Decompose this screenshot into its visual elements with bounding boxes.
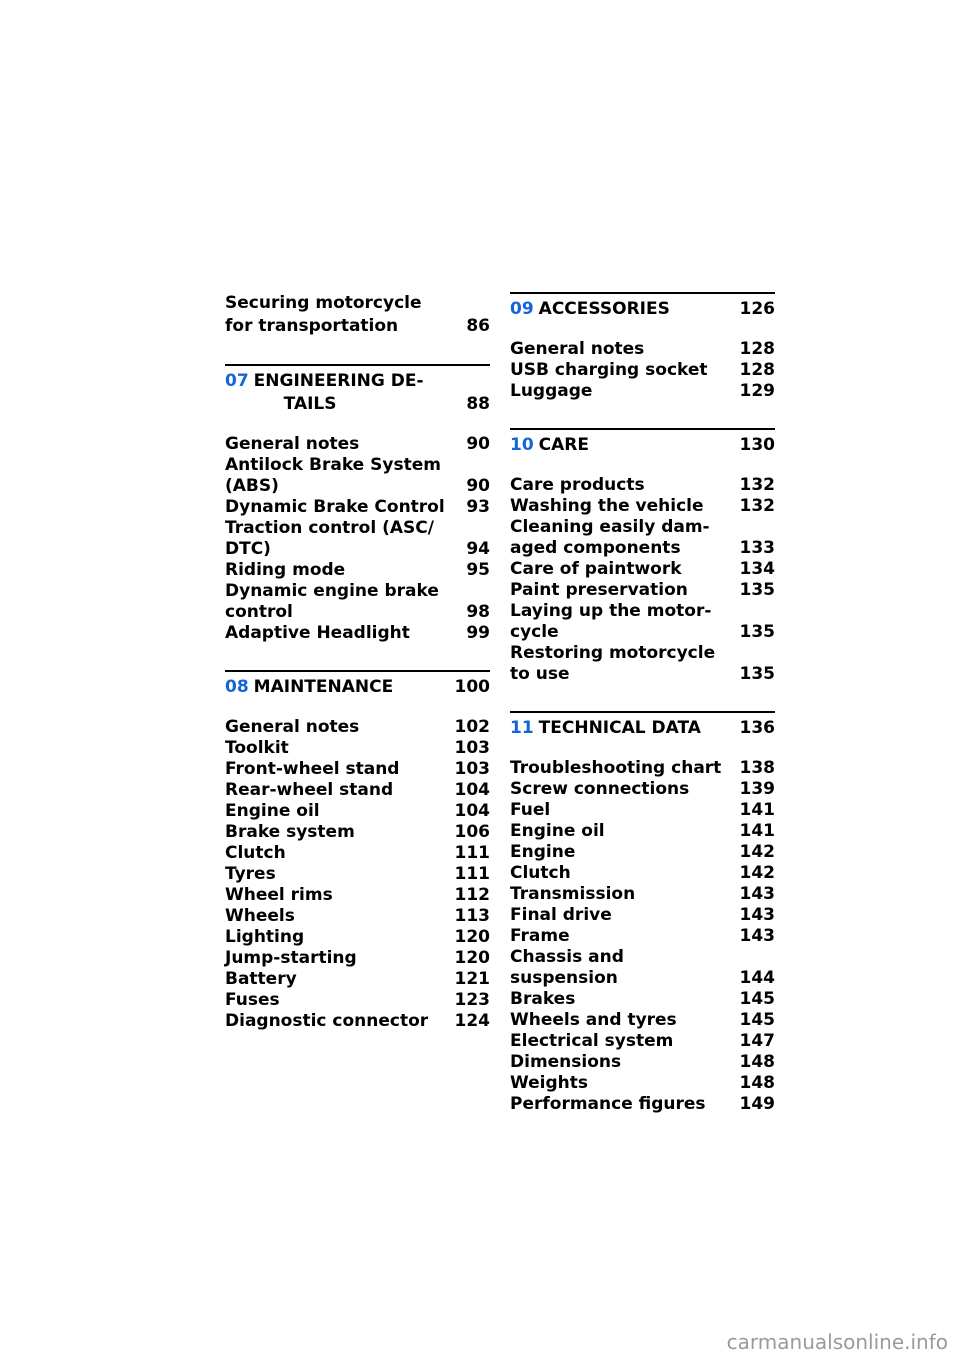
toc-entry-page: 148 [739, 1052, 775, 1072]
toc-entry[interactable] [225, 1011, 490, 1032]
toc-entry-title-line: for transportation [225, 316, 399, 336]
toc-entry[interactable] [225, 948, 490, 969]
toc-entry-page: 129 [739, 381, 775, 401]
toc-entry[interactable] [510, 1052, 775, 1073]
toc-entry[interactable] [510, 1073, 775, 1094]
toc-entry-page: 104 [454, 780, 490, 800]
toc-section [225, 670, 490, 1032]
section-title [539, 717, 740, 740]
section-title-line: TECHNICAL DATA [538, 718, 701, 738]
toc-entry-page: 113 [454, 906, 490, 926]
toc-entry-page: 106 [454, 822, 490, 842]
toc-entry-page: 111 [454, 843, 490, 863]
toc-entry-title-line: Care products [510, 475, 645, 495]
section-page: 100 [454, 677, 490, 697]
toc-entry-title [510, 559, 740, 580]
toc-entry[interactable] [510, 496, 775, 517]
toc-entry[interactable] [510, 643, 775, 685]
toc-entry-title-line: Washing the vehicle [510, 496, 704, 516]
section-header[interactable] [510, 717, 775, 740]
watermark-footer: carmanualsonline.info [726, 1330, 948, 1354]
section-number: 08 [225, 677, 249, 697]
toc-entry-title-line: Dynamic Brake Control [225, 497, 445, 517]
toc-entry-page: 103 [454, 759, 490, 779]
toc-entry-title-line: Weights [510, 1073, 589, 1093]
toc-entry[interactable] [510, 580, 775, 601]
toc-entry-title-line: Luggage [510, 381, 593, 401]
toc-entry-title [225, 717, 455, 738]
toc-entry-title-line: Laying up the motor- [510, 601, 712, 621]
toc-entry-title [510, 496, 740, 517]
toc-entry[interactable] [510, 559, 775, 580]
toc-entry[interactable] [510, 947, 775, 989]
toc-entry-title-line: cycle [510, 622, 559, 642]
toc-entry-title-line: Restoring motorcycle [510, 643, 716, 663]
toc-entry-title-line: Cleaning easily dam- [510, 517, 710, 537]
toc-entry-title [225, 948, 455, 969]
toc-entry-page: 120 [454, 927, 490, 947]
toc-entry-title [510, 863, 740, 884]
toc-entry[interactable] [225, 906, 490, 927]
toc-entry-page: 145 [739, 989, 775, 1009]
toc-entry-page: 95 [466, 560, 490, 580]
toc-entry-title [225, 927, 455, 948]
toc-entry-page: 145 [739, 1010, 775, 1030]
toc-entry-title-line: Wheel rims [225, 885, 333, 905]
toc-entry-title [225, 759, 455, 780]
toc-entry-title-line: Fuses [225, 990, 280, 1010]
toc-entry[interactable] [225, 434, 490, 455]
toc-entry-page: 143 [739, 926, 775, 946]
toc-entry-title-line: Toolkit [225, 738, 289, 758]
toc-entry-title [510, 601, 740, 643]
toc-column-right [510, 292, 775, 1115]
toc-entry-page: 138 [739, 758, 775, 778]
toc-entry-title [510, 1094, 740, 1115]
toc-entry-title-line: Brakes [510, 989, 576, 1009]
toc-entry-title [225, 455, 466, 497]
toc-entry-title [510, 1010, 740, 1031]
toc-entry-page: 132 [739, 475, 775, 495]
toc-entry-title-line: USB charging socket [510, 360, 708, 380]
toc-entry-title [225, 434, 466, 455]
toc-entry-title [225, 990, 455, 1011]
toc-entry[interactable] [510, 989, 775, 1010]
toc-entry-title [225, 906, 455, 927]
toc-entry[interactable] [225, 455, 490, 497]
toc-entry[interactable] [510, 842, 775, 863]
toc-entry[interactable] [510, 517, 775, 559]
section-number: 11 [510, 718, 534, 738]
toc-entry-title-line: Rear-wheel stand [225, 780, 394, 800]
toc-entry[interactable] [510, 884, 775, 905]
toc-entry-title-line: Dimensions [510, 1052, 622, 1072]
toc-entry-title-line: Care of paintwork [510, 559, 682, 579]
toc-entry-title-line: aged components [510, 538, 681, 558]
toc-entry-title-line: Screw connections [510, 779, 690, 799]
toc-entry-title-line: Frame [510, 926, 570, 946]
section-header[interactable] [225, 370, 490, 416]
toc-entry[interactable] [510, 905, 775, 926]
toc-entry[interactable] [225, 623, 490, 644]
toc-entry-title [510, 517, 740, 559]
section-title [539, 298, 740, 321]
toc-entry-title [225, 885, 455, 906]
toc-entry[interactable] [510, 601, 775, 643]
toc-entry-title-line: Paint preservation [510, 580, 688, 600]
toc-entry-title-line: Traction control (ASC/ [225, 518, 434, 538]
toc-entry-title [510, 800, 740, 821]
toc-entry[interactable] [225, 990, 490, 1011]
toc-entry[interactable] [510, 926, 775, 947]
toc-entry[interactable] [510, 339, 775, 360]
toc-entry[interactable] [225, 497, 490, 518]
toc-entry-page: 141 [739, 800, 775, 820]
toc-entry-title [510, 1052, 740, 1073]
toc-entry-title-line: Engine oil [225, 801, 320, 821]
toc-entry-title [510, 779, 740, 800]
toc-entry-title [225, 822, 455, 843]
toc-entry-title [225, 738, 455, 759]
section-title-line: TAILS [283, 394, 337, 414]
toc-entry-page: 102 [454, 717, 490, 737]
toc-entry-title [510, 905, 740, 926]
toc-entry-page: 142 [739, 863, 775, 883]
toc-entry-title-line: General notes [510, 339, 645, 359]
section-title [254, 370, 467, 416]
toc-entry-title-line: Diagnostic connector [225, 1011, 429, 1031]
toc-entry-title [225, 864, 455, 885]
toc-entry-page: 135 [739, 580, 775, 600]
toc-entry[interactable] [510, 475, 775, 496]
toc-entry-page: 111 [454, 864, 490, 884]
toc-entry-page: 149 [739, 1094, 775, 1114]
toc-entry-page: 104 [454, 801, 490, 821]
toc-section [510, 292, 775, 402]
toc-entry-page: 141 [739, 821, 775, 841]
toc-entry-title [510, 821, 740, 842]
toc-entry-page: 134 [739, 559, 775, 579]
toc-entry-title [510, 339, 740, 360]
toc-entry-title-line: Adaptive Headlight [225, 623, 410, 643]
toc-entry-page: 128 [739, 360, 775, 380]
section-number: 07 [225, 371, 249, 391]
toc-entry-title-line: Wheels [225, 906, 295, 926]
toc-entry-page: 132 [739, 496, 775, 516]
toc-entry-page: 103 [454, 738, 490, 758]
section-header[interactable] [225, 676, 490, 699]
section-number: 09 [510, 299, 534, 319]
toc-entry-page: 142 [739, 842, 775, 862]
toc-entry-title [225, 292, 466, 338]
toc-entry-page: 93 [466, 497, 490, 517]
toc-entry-title-line: Lighting [225, 927, 305, 947]
toc-entry-title-line: Battery [225, 969, 297, 989]
section-page: 136 [739, 718, 775, 738]
toc-entry-title-line: Riding mode [225, 560, 346, 580]
toc-entry-title [510, 947, 740, 989]
toc-entry-title-line: Electrical system [510, 1031, 674, 1051]
toc-entry-title-line: DTC) [225, 539, 271, 559]
toc-entry-page: 135 [739, 664, 775, 684]
toc-entry[interactable] [225, 801, 490, 822]
toc-entry-title [225, 801, 455, 822]
toc-entry[interactable] [225, 717, 490, 738]
toc-entry-title-line: General notes [225, 434, 360, 454]
toc-entry-title-line: Securing motorcycle [225, 293, 422, 313]
toc-entry[interactable] [510, 360, 775, 381]
toc-entry-page: 144 [739, 968, 775, 988]
toc-entry-page: 98 [466, 602, 490, 622]
toc-entry-title-line: Engine oil [510, 821, 605, 841]
toc-entry-title-line: Tyres [225, 864, 276, 884]
toc-entry-title-line: Front-wheel stand [225, 759, 400, 779]
section-page: 88 [466, 394, 490, 414]
toc-entry[interactable] [225, 738, 490, 759]
toc-section [510, 428, 775, 685]
toc-entry-title [510, 580, 740, 601]
toc-entry[interactable] [225, 885, 490, 906]
toc-entry-title [510, 842, 740, 863]
toc-entry-title [225, 843, 455, 864]
toc-entry-title [510, 381, 740, 402]
toc-entry-title [510, 360, 740, 381]
toc-entry-title [510, 1073, 740, 1094]
toc-entry-title-line: Fuel [510, 800, 551, 820]
toc-section [225, 364, 490, 644]
section-title-line: ENGINEERING DE- [253, 371, 424, 391]
toc-entry-page: 128 [739, 339, 775, 359]
toc-entry-title-line: General notes [225, 717, 360, 737]
section-title-line: ACCESSORIES [538, 299, 670, 319]
toc-entry[interactable] [225, 822, 490, 843]
toc-entry-title [225, 497, 466, 518]
toc-entry[interactable] [510, 800, 775, 821]
section-title [254, 676, 455, 699]
toc-entry-page: 99 [466, 623, 490, 643]
toc-entry-title-line: Clutch [225, 843, 286, 863]
toc-entry[interactable] [225, 581, 490, 623]
toc-entry-title-line: Engine [510, 842, 576, 862]
toc-entry[interactable] [510, 779, 775, 800]
toc-entry-title [510, 758, 740, 779]
toc-entry-title [510, 926, 740, 947]
section-title-line: MAINTENANCE [253, 677, 394, 697]
toc-entry-page: 143 [739, 884, 775, 904]
toc-entry-title [510, 989, 740, 1010]
toc-entry-title [225, 623, 466, 644]
section-title [539, 434, 740, 457]
toc-entry-title-line: Clutch [510, 863, 571, 883]
toc-entry-page: 143 [739, 905, 775, 925]
toc-entry-title [510, 884, 740, 905]
toc-entry-page: 135 [739, 622, 775, 642]
toc-entry-title-line: (ABS) [225, 476, 279, 496]
toc-entry[interactable] [225, 843, 490, 864]
toc-entry-title-line: control [225, 602, 293, 622]
toc-entry[interactable] [225, 927, 490, 948]
toc-entry-title [225, 560, 466, 581]
toc-entry-title-line: Final drive [510, 905, 612, 925]
toc-entry[interactable] [510, 758, 775, 779]
toc-entry[interactable] [225, 560, 490, 581]
toc-section [510, 711, 775, 1115]
toc-entry[interactable] [510, 1094, 775, 1115]
toc-entry[interactable] [510, 1031, 775, 1052]
toc-entry-page: 86 [466, 316, 490, 336]
toc-entry-page: 90 [466, 476, 490, 496]
section-page: 126 [739, 299, 775, 319]
toc-entry[interactable] [225, 292, 490, 338]
toc-entry-page: 139 [739, 779, 775, 799]
section-header[interactable] [510, 434, 775, 457]
toc-entry-page: 90 [466, 434, 490, 454]
toc-entry-title [225, 780, 455, 801]
toc-entry-title [225, 1011, 455, 1032]
toc-entry-title-line: Troubleshooting chart [510, 758, 722, 778]
toc-entry-title-line: Antilock Brake System [225, 455, 441, 475]
toc-entry-title-line: Chassis and [510, 947, 624, 967]
toc-entry[interactable] [510, 821, 775, 842]
toc-entry-title [225, 969, 455, 990]
toc-entry-title-line: Wheels and tyres [510, 1010, 677, 1030]
toc-entry-title-line: Jump-starting [225, 948, 357, 968]
toc-entry[interactable] [510, 863, 775, 884]
toc-entry[interactable] [510, 381, 775, 402]
toc-entry-page: 112 [454, 885, 490, 905]
toc-entry-page: 133 [739, 538, 775, 558]
toc-entry-title [225, 518, 466, 560]
toc-entry-page: 94 [466, 539, 490, 559]
section-number: 10 [510, 435, 534, 455]
toc-entry-title [510, 643, 740, 685]
toc-entry-page: 124 [454, 1011, 490, 1031]
toc-entry-page: 120 [454, 948, 490, 968]
toc-entry-title-line: Performance figures [510, 1094, 706, 1114]
toc-entry-title-line: Transmission [510, 884, 636, 904]
toc-entry-title-line: Dynamic engine brake [225, 581, 439, 601]
section-title-line: CARE [538, 435, 590, 455]
toc-entry-page: 148 [739, 1073, 775, 1093]
toc-entry[interactable] [225, 759, 490, 780]
section-header[interactable] [510, 298, 775, 321]
section-page: 130 [739, 435, 775, 455]
toc-column-left [225, 292, 490, 1032]
toc-entry-page: 121 [454, 969, 490, 989]
toc-entry-title-line: to use [510, 664, 570, 684]
toc-entry-title [225, 581, 466, 623]
toc-entry-title-line: Brake system [225, 822, 355, 842]
toc-entry-title [510, 1031, 740, 1052]
toc-entry[interactable] [225, 864, 490, 885]
toc-entry-page: 147 [739, 1031, 775, 1051]
toc-entry[interactable] [225, 780, 490, 801]
toc-entry-title-line: suspension [510, 968, 618, 988]
toc-entry[interactable] [225, 518, 490, 560]
toc-entry-title [510, 475, 740, 496]
toc-entry-page: 123 [454, 990, 490, 1010]
toc-entry[interactable] [225, 969, 490, 990]
toc-entry[interactable] [510, 1010, 775, 1031]
